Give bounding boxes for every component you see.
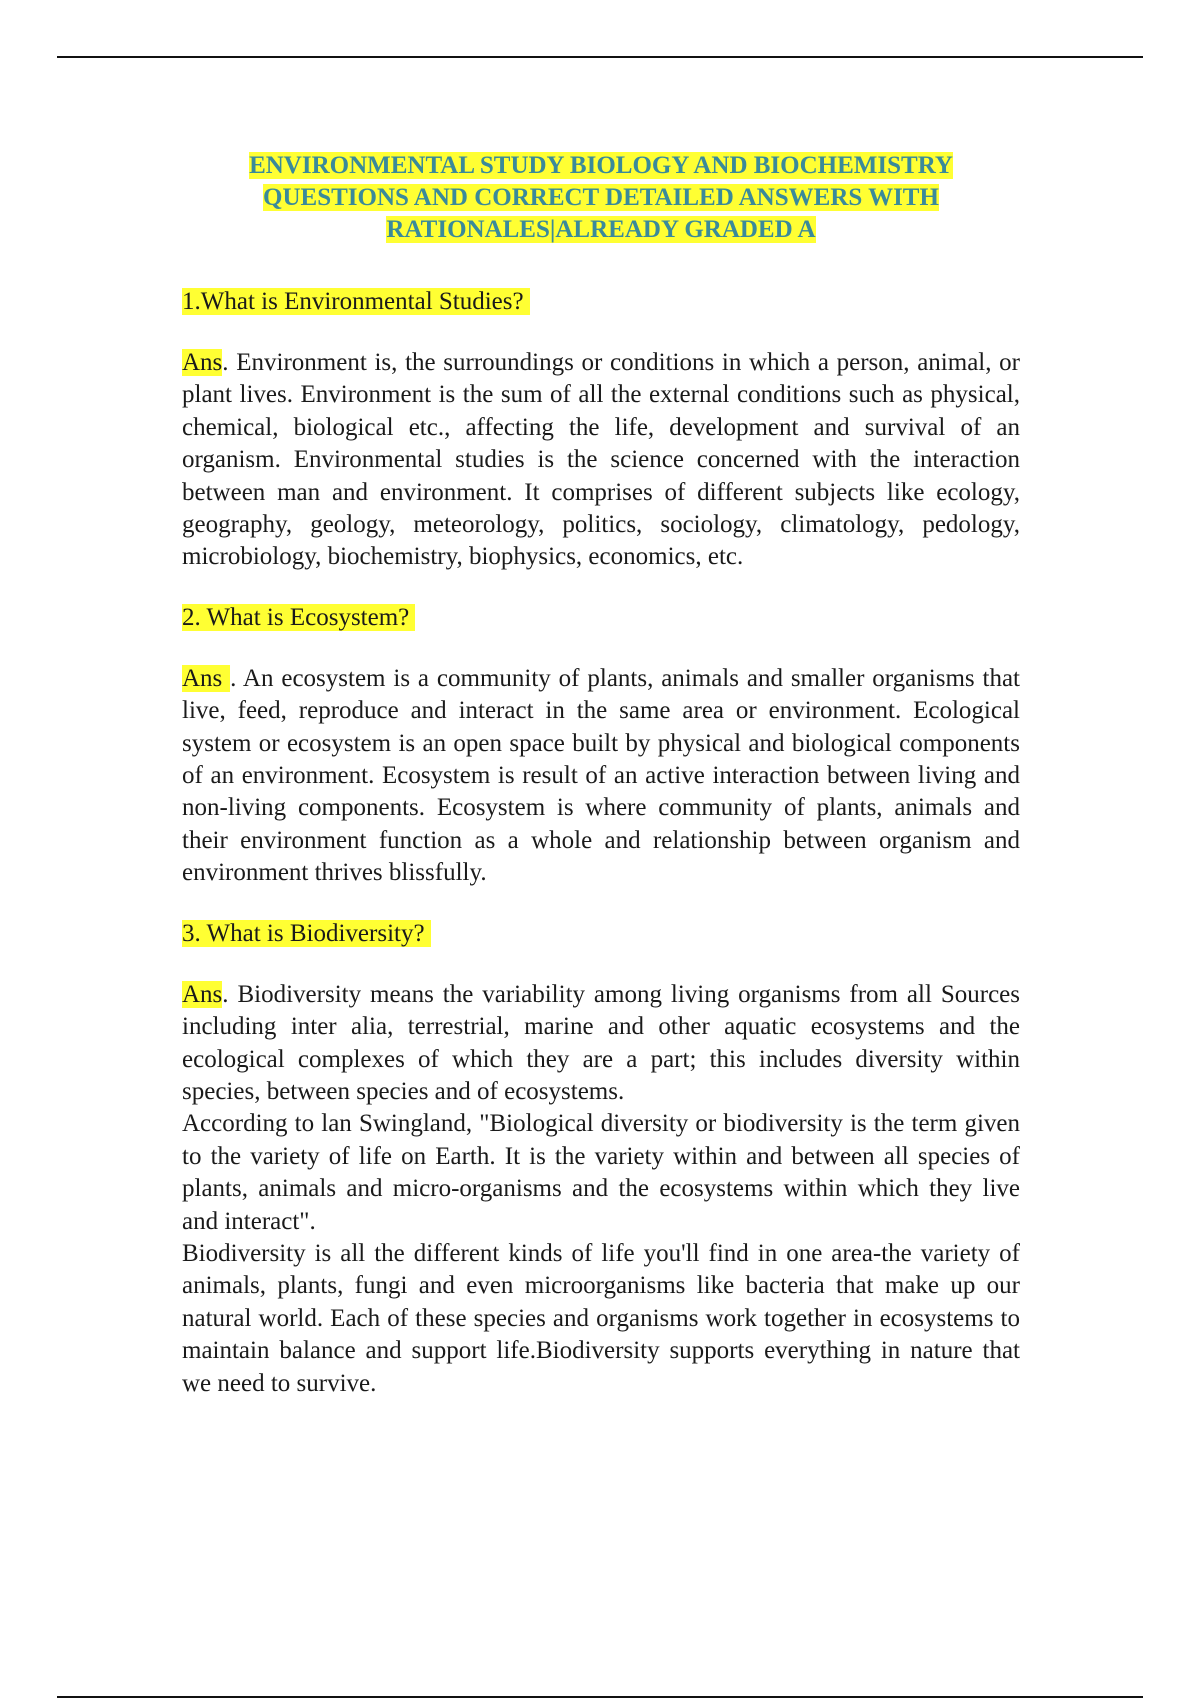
question-3 — [182, 918, 1020, 950]
question-2-text: 2. What is Ecosystem? — [182, 604, 415, 631]
top-rule — [57, 56, 1143, 58]
answer-3 — [182, 979, 1020, 1400]
answer-3-paragraph-2: According to lan Swingland, "Biological diversity or biodiversity is the term given to the variety of life on Earth. It is the variety within and between all species of plants, animals and micro-organisms and the ecosystems within which they live and interact". — [182, 1110, 1020, 1235]
question-2 — [182, 602, 1020, 634]
answer-3-label: Ans — [182, 980, 223, 1008]
answer-1 — [182, 347, 1020, 574]
document-title — [182, 150, 1020, 246]
answer-1-label: Ans — [182, 349, 223, 376]
title-line-2: QUESTIONS AND CORRECT DETAILED ANSWERS WITH — [263, 184, 939, 211]
answer-2-paragraph-1 — [182, 663, 1020, 890]
question-1-text: 1.What is Environmental Studies? — [182, 288, 530, 315]
title-line-1: ENVIRONMENTAL STUDY BIOLOGY AND BIOCHEMISTRY — [249, 152, 953, 179]
answer-2 — [182, 663, 1020, 890]
answer-1-paragraph-1 — [182, 347, 1020, 574]
question-3-text: 3. What is Biodiversity? — [182, 920, 431, 947]
bottom-rule — [57, 1696, 1143, 1698]
answer-3-text: . Biodiversity means the variability among living organisms from all Sources including inter alia, terrestrial, marine and other aquatic ecosystems and the ecological complexes of which they are a part; this includes diversity within species, between species and of ecosystems. — [182, 980, 1020, 1105]
answer-3-paragraph-1 — [182, 979, 1020, 1109]
answer-2-label: Ans — [182, 664, 231, 692]
answer-1-text: . Environment is, the surroundings or conditions in which a person, animal, or plant lives. Environment is the sum of all the external conditions such as physical, chemical, biological etc., affecting the life, development and survival of an organism. Environmental studies is the science concerned with the interaction between man and environment. It comprises of different subjects like ecology, geography, geology, meteorology, politics, sociology, climatology, pedology, microbiology, biochemistry, biophysics, economics, etc. — [182, 349, 1020, 571]
question-1 — [182, 286, 1020, 318]
title-line-3: RATIONALES|ALREADY GRADED A — [386, 216, 816, 243]
document-body — [182, 150, 1020, 1428]
answer-2-text: . An ecosystem is a community of plants, animals and smaller organisms that live, feed, reproduce and interact in the same area or environment. Ecological system or ecosystem is an open space built by physical and biological components of an environment. Ecosystem is result of an active interaction between living and non-living components. Ecosystem is where community of plants, animals and their environment function as a whole and relationship between organism and environment thrives blissfully. — [182, 664, 1020, 887]
answer-3-paragraph-3: Biodiversity is all the different kinds of life you'll find in one area-the variety of animals, plants, fungi and even microorganisms like bacteria that make up our natural world. Each of these species and organisms work together in ecosystems to maintain balance and support life.Biodiversity supports everything in nature that we need to survive. — [182, 1239, 1020, 1397]
